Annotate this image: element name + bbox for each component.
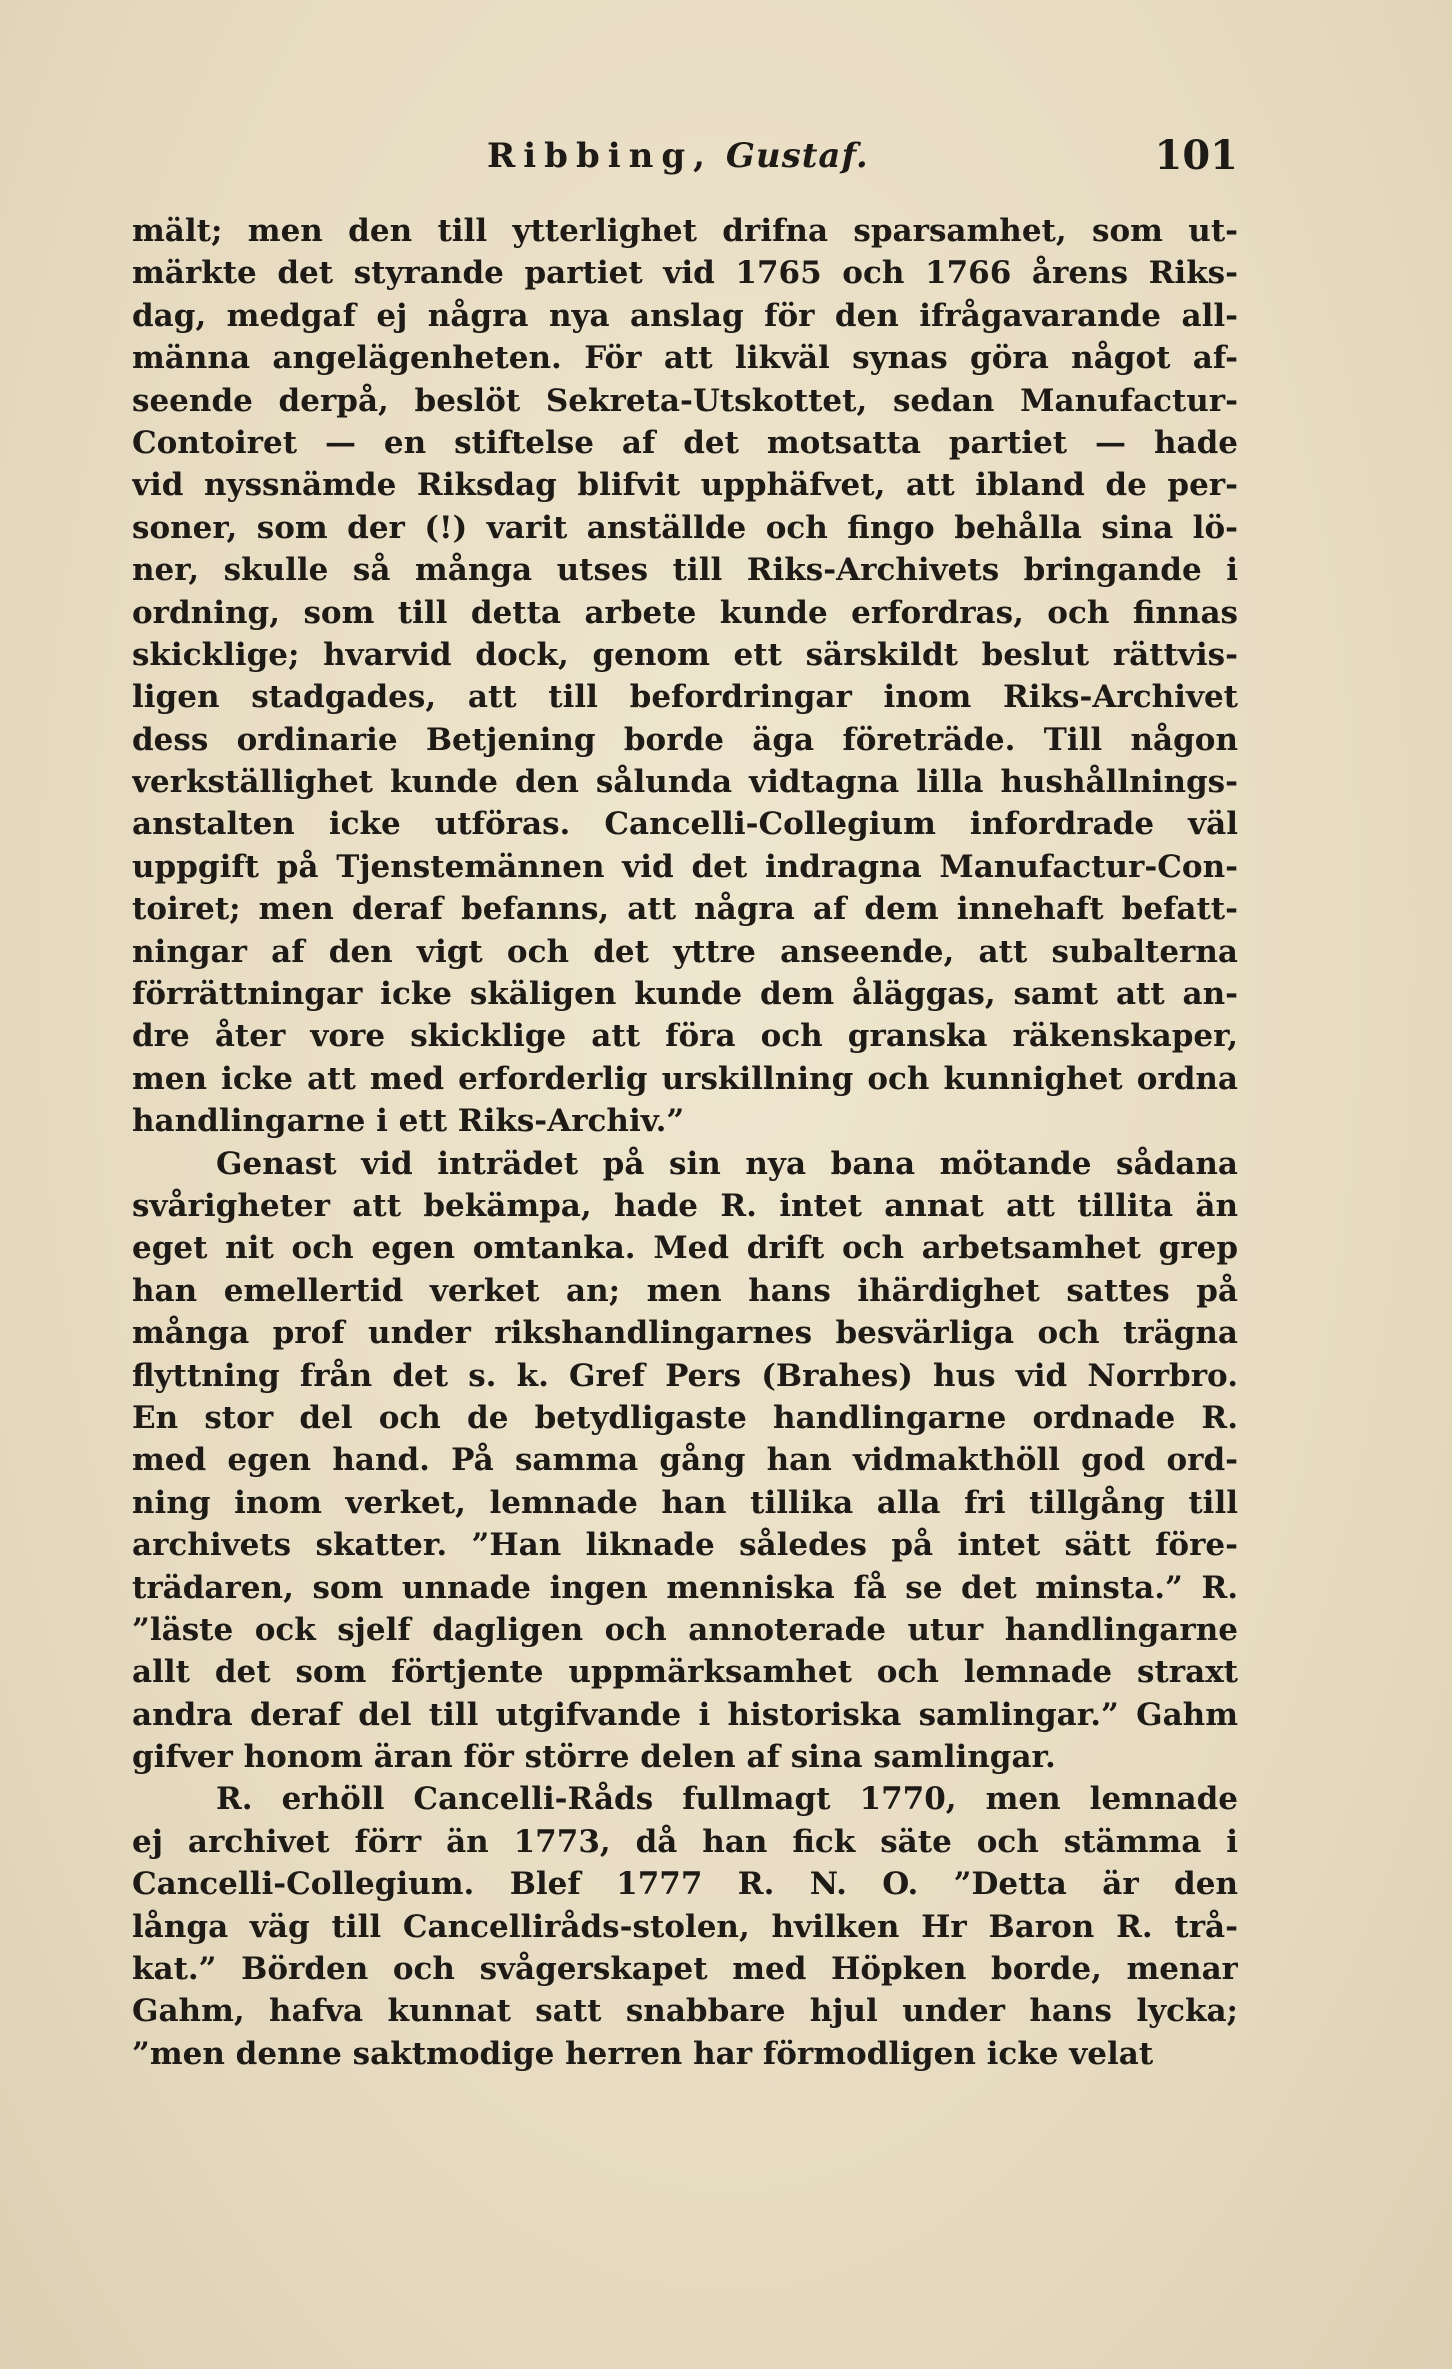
text-line: mält; men den till ytterlighet drifna sparsamhet, som ut- <box>132 213 1238 249</box>
running-head-given-name: Gustaf. <box>725 136 869 176</box>
text-line: Gahm, hafva kunnat satt snabbare hjul under hans lycka; <box>132 1993 1238 2030</box>
text-line: ning inom verket, lemnade han tillika alla fri tillgång till <box>132 1484 1238 1521</box>
page-number: 101 <box>1154 132 1238 179</box>
text-line: märkte det styrande partiet vid 1765 och 1766 årens Riks- <box>132 255 1238 292</box>
text-line: archivets skatter. ”Han liknade således på intet sätt före- <box>132 1527 1238 1564</box>
text-line: med egen hand. På samma gång han vidmakthöll god ord- <box>132 1442 1238 1479</box>
text-line: Cancelli-Collegium. Blef 1777 R. N. O. ”Detta är den <box>132 1866 1238 1903</box>
text-line: svårigheter att bekämpa, hade R. intet annat att tillita än <box>132 1187 1238 1224</box>
text-line: Genast vid inträdet på sin nya bana mötande sådana <box>216 1145 1238 1182</box>
text-line: skicklige; hvarvid dock, genom ett särskildt beslut rättvis- <box>132 636 1238 673</box>
text-line: Contoiret — en stiftelse af det motsatta partiet — hade <box>132 424 1238 461</box>
text-line: dre åter vore skicklige att föra och granska räkenskaper, <box>132 1018 1238 1055</box>
text-line: ”läste ock sjelf dagligen och annoterade utur handlingarne <box>132 1611 1238 1648</box>
text-line: ej archivet förr än 1773, då han fick säte och stämma i <box>132 1823 1238 1860</box>
text-line: En stor del och de betydligaste handlingarne ordnade R. <box>132 1399 1238 1436</box>
text-line: flyttning från det s. k. Gref Pers (Brahes) hus vid Norrbro. <box>132 1357 1238 1394</box>
text-line: seende derpå, beslöt Sekreta-Utskottet, sedan Manufactur- <box>132 382 1238 419</box>
text-line: gifver honom äran för större delen af sina samlingar. <box>132 1739 1056 1776</box>
text-line: verkställighet kunde den sålunda vidtagna lilla hushållnings- <box>132 764 1238 801</box>
text-line: ligen stadgades, att till befordringar inom Riks-Archivet <box>132 679 1238 716</box>
text-line: anstalten icke utföras. Cancelli-Collegium infordrade väl <box>132 806 1238 843</box>
text-line: förrättningar icke skäligen kunde dem åläggas, samt att an- <box>132 976 1238 1013</box>
page-header <box>132 132 1238 184</box>
text-line: handlingarne i ett Riks-Archiv.” <box>132 1103 685 1140</box>
text-line: ordning, som till detta arbete kunde erfordras, och finnas <box>132 594 1238 631</box>
text-line: ningar af den vigt och det yttre anseende, att subalterna <box>132 933 1238 970</box>
text-line: vid nyssnämde Riksdag blifvit upphäfvet, att ibland de per- <box>132 467 1238 504</box>
text-line: kat.” Börden och svågerskapet med Höpken borde, menar <box>132 1951 1238 1988</box>
text-line: ”men denne saktmodige herren har förmodligen icke velat <box>132 2035 1154 2072</box>
text-line: allt det som förtjente uppmärksamhet och lemnade straxt <box>132 1654 1238 1691</box>
text-line: soner, som der (!) varit anställde och fingo behålla sina lö- <box>132 509 1238 546</box>
text-line: många prof under rikshandlingarnes besvärliga och trägna <box>132 1315 1238 1352</box>
text-line: dess ordinarie Betjening borde äga företräde. Till någon <box>132 721 1238 758</box>
text-line: han emellertid verket an; men hans ihärdighet sattes på <box>132 1272 1238 1309</box>
running-head <box>487 136 869 176</box>
text-line: långa väg till Cancelliråds-stolen, hvilken Hr Baron R. trå- <box>132 1908 1238 1945</box>
text-line: andra deraf del till utgifvande i historiska samlingar.” Gahm <box>132 1696 1238 1733</box>
text-line: uppgift på Tjenstemännen vid det indragna Manufactur-Con- <box>132 848 1238 885</box>
text-line: eget nit och egen omtanka. Med drift och arbetsamhet grep <box>132 1230 1238 1267</box>
text-line: dag, medgaf ej några nya anslag för den ifrågavarande all- <box>132 297 1238 334</box>
body-text <box>132 210 1238 2075</box>
text-line: R. erhöll Cancelli-Råds fullmagt 1770, men lemnade <box>216 1781 1238 1818</box>
running-head-surname: Ribbing, <box>487 136 713 176</box>
text-line: men icke att med erforderlig urskillning och kunnighet ordna <box>132 1060 1238 1097</box>
text-line: trädaren, som unnade ingen menniska få se det minsta.” R. <box>132 1569 1238 1606</box>
text-line: toiret; men deraf befanns, att några af dem innehaft befatt- <box>132 891 1238 928</box>
text-line: ner, skulle så många utses till Riks-Archivets bringande i <box>132 552 1238 589</box>
text-line: männa angelägenheten. För att likväl synas göra något af- <box>132 340 1238 377</box>
